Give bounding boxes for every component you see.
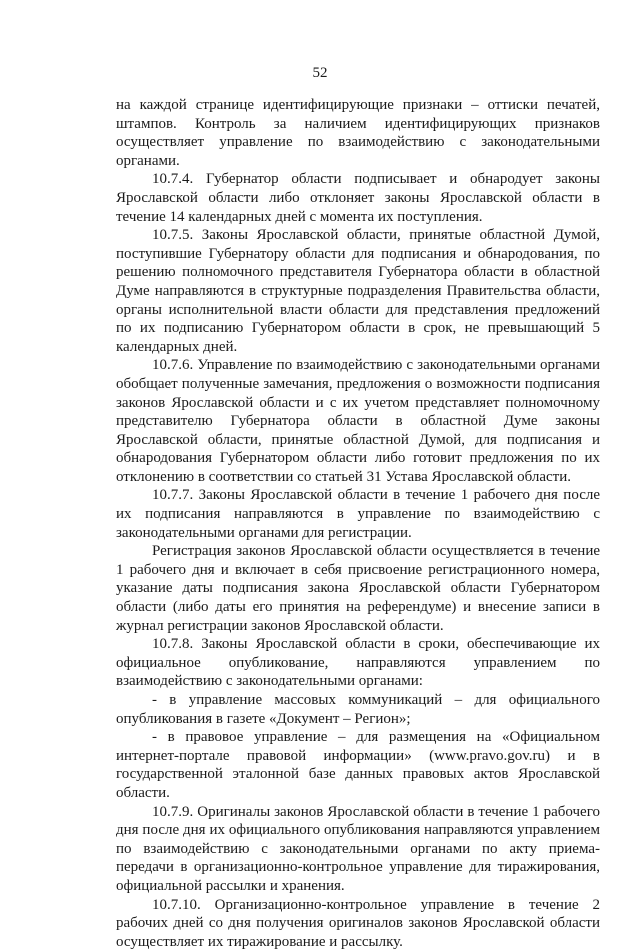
paragraph-continuation: на каждой странице идентифицирующие признаки – оттиски печатей, штампов. Контроль за наличием идентифицирующих признаков осуществляет управление по взаимодействию с законодательными органами. [116, 97, 600, 169]
paragraph-10-7-6: 10.7.6. Управление по взаимодействию с законодательными органами обобщает полученные замечания, предложения о возможности подписания законов Ярославской области и с их учетом представляет полномочному представителю Губернатора области в областной Думе законы Ярославской области, принятые областной Думой, для подписания и обнародования Губернатором области либо готовит предложения по их отклонению в соответствии со статьей 31 Устава Ярославской области. [116, 357, 600, 485]
document-body [116, 96, 600, 951]
paragraph-10-7-8: 10.7.8. Законы Ярославской области в сроки, обеспечивающие их официальное опубликование, направляются управлением по взаимодействию с законодательными органами: [116, 636, 600, 690]
list-item-legal-department: - в правовое управление – для размещения на «Официальном интернет-портале правовой информации» (www.pravo.gov.ru) и в государственной эталонной базе данных правовых актов Ярославской области. [116, 729, 600, 801]
page-number: 52 [312, 65, 328, 81]
paragraph-10-7-7: 10.7.7. Законы Ярославской области в течение 1 рабочего дня после их подписания направляются в управление по взаимодействию с законодательными органами для регистрации. [116, 487, 600, 541]
paragraph-10-7-10: 10.7.10. Организационно-контрольное управление в течение 2 рабочих дней со дня получения оригиналов законов Ярославской области осуществляет их тиражирование и рассылку. [116, 896, 600, 950]
list-item-mass-communications: - в управление массовых коммуникаций – для официального опубликования в газете «Документ – Регион»; [116, 692, 600, 727]
paragraph-10-7-5: 10.7.5. Законы Ярославской области, принятые областной Думой, поступившие Губернатору области для подписания и обнародования, по решению полномочного представителя Губернатора области в областной Думе направляются в структурные подразделения Правительства области, органы исполнительной власти области для представления предложений по их подписанию Губернатором области в срок, не превышающий 5 календарных дней. [116, 227, 600, 355]
paragraph-10-7-4: 10.7.4. Губернатор области подписывает и обнародует законы Ярославской области либо отклоняет законы Ярославской области в течение 14 календарных дней с момента их поступления. [116, 171, 600, 225]
paragraph-registration: Регистрация законов Ярославской области осуществляется в течение 1 рабочего дня и включает в себя присвоение регистрационного номера, указание даты подписания закона Ярославской области Губернатором области (либо даты его принятия на референдуме) и внесение записи в журнал регистрации законов Ярославской области. [116, 543, 600, 634]
paragraph-10-7-9: 10.7.9. Оригиналы законов Ярославской области в течение 1 рабочего дня после дня их официального опубликования направляются управлением по взаимодействию с законодательными органами по акту приема-передачи в организационно-контрольное управление для тиражирования, официальной рассылки и хранения. [116, 803, 600, 894]
